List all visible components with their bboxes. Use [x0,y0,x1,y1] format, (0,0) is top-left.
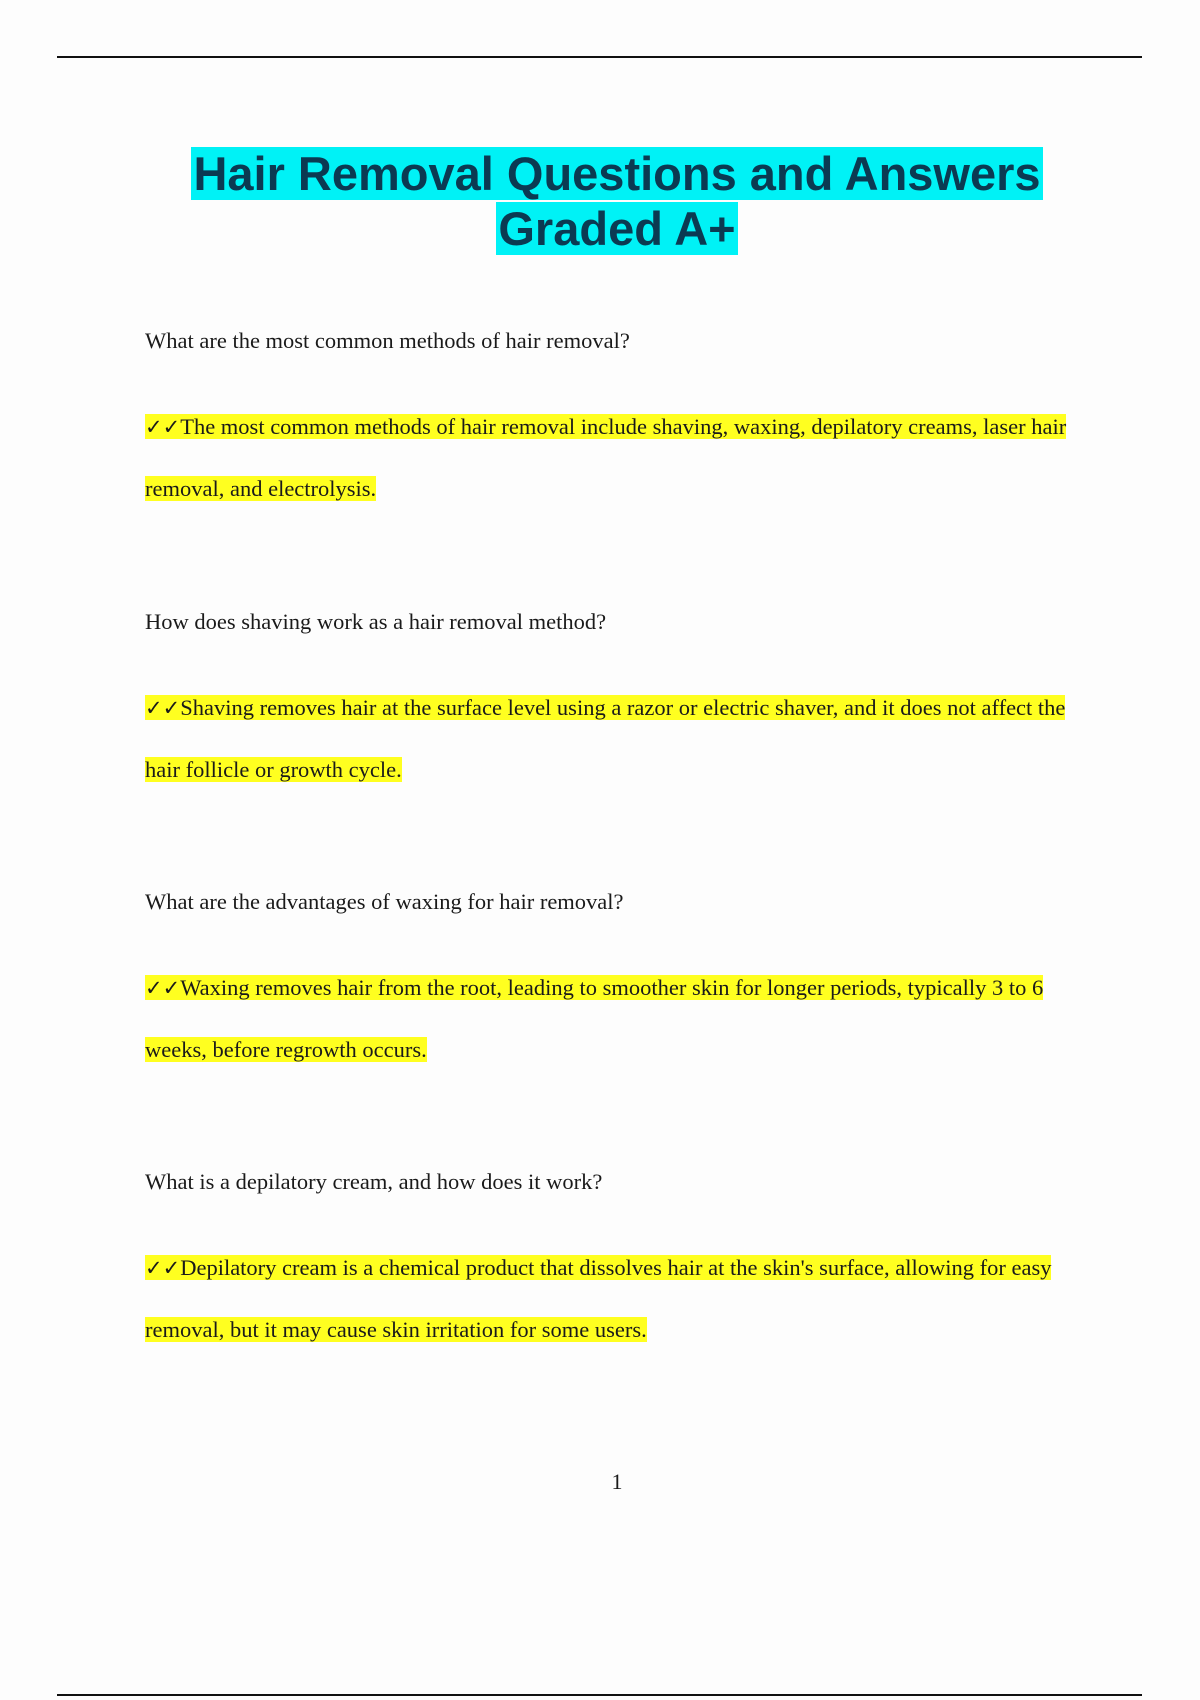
bottom-rule [57,1694,1142,1696]
qa-item [145,607,1075,800]
question-text: What are the advantages of waxing for hair removal? [145,889,624,914]
double-check-icon: ✓✓ [145,976,181,1000]
title-line-1: Hair Removal Questions and Answers [193,147,1041,200]
double-check-icon: ✓✓ [145,696,181,720]
answer-text: Shaving removes hair at the surface level using a razor or electric shaver, and it does not affect the hair follicle or growth cycle. [145,695,1066,782]
answer-block [145,677,1075,800]
answer-block [145,957,1075,1080]
question-text: What is a depilatory cream, and how does it work? [145,1169,603,1194]
question-text: How does shaving work as a hair removal method? [145,609,607,634]
document-title [0,146,1200,256]
answer-block [145,1237,1075,1360]
qa-item [145,887,1075,1080]
double-check-icon: ✓✓ [145,415,181,439]
top-rule [57,56,1142,58]
double-check-icon: ✓✓ [145,1256,181,1280]
qa-item [145,1167,1075,1360]
answer-text: Depilatory cream is a chemical product that dissolves hair at the skin's surface, allowing for easy removal, but it may cause skin irritation for some users. [145,1255,1052,1342]
answer-block [145,396,1075,519]
answer-text: The most common methods of hair removal include shaving, waxing, depilatory creams, laser hair removal, and electrolysis. [145,414,1067,501]
question-text: What are the most common methods of hair removal? [145,328,630,353]
answer-text: Waxing removes hair from the root, leading to smoother skin for longer periods, typically 3 to 6 weeks, before regrowth occurs. [145,975,1044,1062]
title-line-2: Graded A+ [498,202,736,255]
qa-item [145,326,1075,519]
page-number: 1 [611,1469,623,1494]
